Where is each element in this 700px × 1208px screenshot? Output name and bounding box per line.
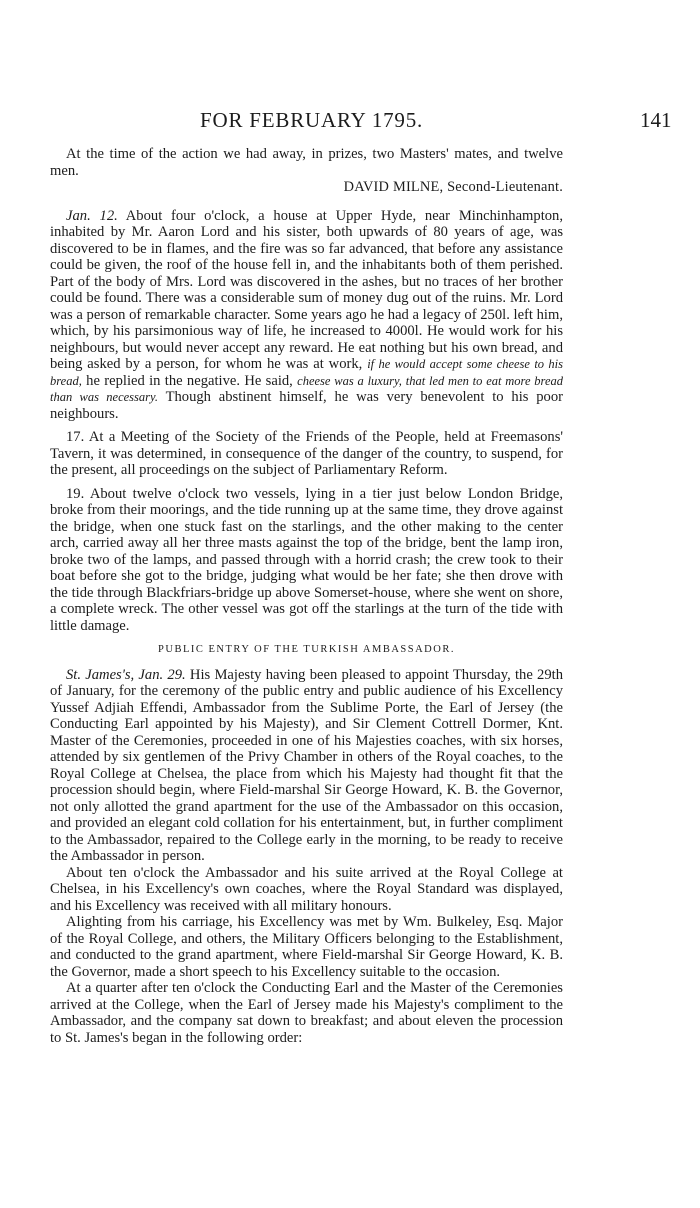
quote-cheese-offer: if he would accept some cheese to his bread, <box>50 357 563 388</box>
fire-text-c: Though abstinent himself, he was very benevolent to his poor neighbours. <box>50 389 564 422</box>
paragraph-fire-upper-hyde <box>50 208 563 423</box>
section-heading: PUBLIC ENTRY OF THE TURKISH AMBASSADOR. <box>158 644 455 655</box>
fire-text-a: About four o'clock, a house at Upper Hyde, near Minchinhampton, inhabited by Mr. Aaron Lord and his sister, both upwards of 80 years of age, was discovered to be in flames, and the fire was so far advanced, that before any assistance could be given, the roof of the house fell in, and the inhabitants both of them perished. Part of the body of Mrs. Lord was discovered in the ashes, but no traces of her brother could be found. There was a considerable sum of money dug out of the ruins. Mr. Lord was a person of remarkable character. Some years ago he had a legacy of 250l. left him, which, by his parsimonious way of life, he increased to 4000l. He would work for his neighbours, but would never accept any reward. He eat nothing but his own bread, and being asked by a person, for whom he was at work, <box>50 207 563 372</box>
ambassador-entry-text: His Majesty having been pleased to appoint Thursday, the 29th of January, for the ceremony of the public entry and public audience of his Excellency Yussef Adjiah Effendi, Ambassador from the Sublime Porte, the Earl of Jersey (the Conducting Earl appointed by his Majesty), and Sir Clement Cottrell Dormer, Knt. Master of the Ceremonies, proceeded in one of his Majesties coaches, with six horses, attended by six gentlemen of the Privy Chamber in others of the Royal coaches, to the Royal College at Chelsea, the place from which his Majesty had thought fit that the procession should begin, where Field-marshal Sir George Howard, K. B. the Governor, not only allotted the grand apartment for the use of the Ambassador on this occasion, and provided an elegant cold collation for his entertainment, but, in further compliment to the Ambassador, repaired to the College early in the morning, to be ready to receive the Ambassador in person. <box>50 666 564 864</box>
entry-place-date: St. James's, Jan. 29. <box>66 666 186 683</box>
text-column <box>50 146 563 1046</box>
page-header <box>0 108 700 138</box>
running-title: FOR FEBRUARY 1795. <box>200 108 424 132</box>
paragraph-procession: At a quarter after ten o'clock the Conducting Earl and the Master of the Ceremonies arrived at the College, when the Earl of Jersey made his Majesty's compliment to the Ambassador, and the company sat down to breakfast; and about eleven the procession to St. James's began in the following order: <box>50 980 563 1046</box>
paragraph-action-prizes: At the time of the action we had away, in prizes, two Masters' mates, and twelve men. <box>50 146 563 179</box>
signature: DAVID MILNE, Second-Lieutenant. <box>343 179 563 195</box>
quote-cheese-luxury: cheese was a luxury, that led men to eat more bread than was necessary. <box>50 373 563 404</box>
page-number: 141 <box>640 108 672 132</box>
paragraph-ambassador-entry <box>50 667 563 865</box>
paragraph-alighting: Alighting from his carriage, his Excellency was met by Wm. Bulkeley, Esq. Major of the Royal College, and others, the Military Officers belonging to the Establishment, and conducted to the grand apartment, where Field-marshal Sir George Howard, K. B. the Governor, made a short speech to his Excellency suitable to the occasion. <box>50 914 563 980</box>
paragraph-friends-of-people: 17. At a Meeting of the Society of the Friends of the People, held at Freemasons' Tavern, it was determined, in consequence of the danger of the country, to suspend, for the present, all proceedings on the subject of Parliamentary Reform. <box>50 429 563 478</box>
paragraph-london-bridge: 19. About twelve o'clock two vessels, lying in a tier just below London Bridge, broke from their moorings, and the tide running up at the same time, they drove against the bridge, when one stuck fast on the starlings, and the other making to the center arch, carried away all her three masts against the top of the bridge, bent the lamp iron, broke two of the lamps, and passed through with a horrid crash; the crew took to their boat before she got to the bridge, judging what would be her fate; she then drove with the tide through Blackfriars-bridge up above Somerset-house, where she went on shore, a complete wreck. The other vessel was got off the starlings at the turn of the tide with little damage. <box>50 485 563 634</box>
entry-date: Jan. 12. <box>66 207 118 224</box>
fire-text-b: he replied in the negative. He said, <box>86 372 293 389</box>
paragraph-arrival-chelsea: About ten o'clock the Ambassador and his suite arrived at the Royal College at Chelsea, in his Excellency's own coaches, where the Royal Standard was displayed, and his Excellency was received with all military honours. <box>50 864 563 914</box>
